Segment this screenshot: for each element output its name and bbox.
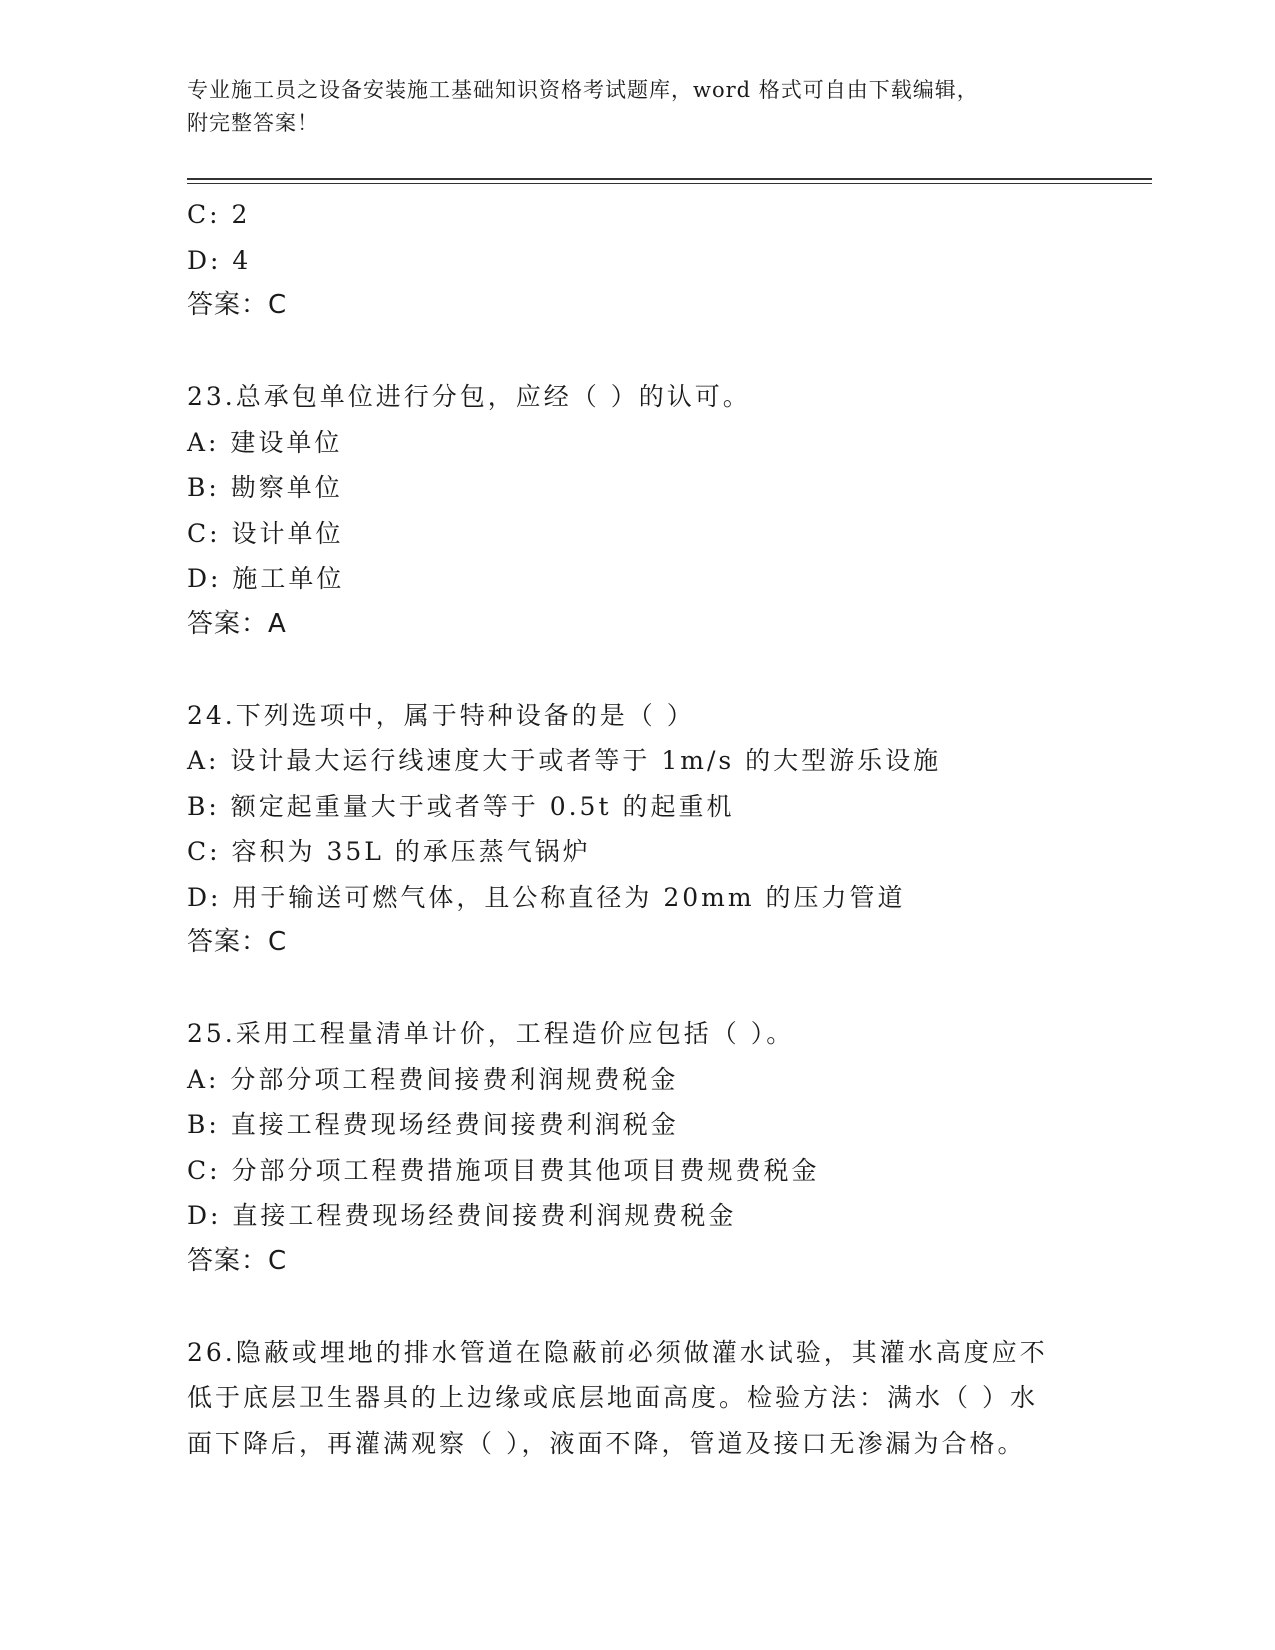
q25-option-b: B: 直接工程费现场经费间接费利润税金 (187, 1110, 679, 1139)
q24-option-a: A: 设计最大运行线速度大于或者等于 1m/s 的大型游乐设施 (187, 746, 942, 775)
document-body (187, 192, 1087, 1466)
header-rule-thin (187, 183, 1152, 184)
q25-option-a: A: 分部分项工程费间接费利润规费税金 (187, 1064, 679, 1094)
q22-answer: 答案：C (187, 290, 288, 320)
q23-answer: 答案：A (187, 608, 287, 639)
document-header (187, 74, 1087, 140)
header-line-1: 专业施工员之设备安装施工基础知识资格考试题库，word 格式可自由下载编辑， (187, 78, 979, 102)
spacer (187, 647, 1087, 693)
q23-option-b: B: 勘察单位 (187, 473, 343, 502)
spacer (187, 1284, 1087, 1330)
q26-question-line-2: 低于底层卫生器具的上边缘或底层地面高度。检验方法：满水（ ）水 (187, 1383, 1038, 1412)
spacer (187, 329, 1087, 375)
q23-option-d: D: 施工单位 (187, 564, 345, 593)
header-rule-thick (187, 178, 1152, 180)
q24-answer: 答案：C (187, 927, 288, 957)
q24-option-c: C: 容积为 35L 的承压蒸气锅炉 (187, 837, 591, 866)
q25-option-c: C: 分部分项工程费措施项目费其他项目费规费税金 (187, 1155, 820, 1185)
q24-option-d: D: 用于输送可燃气体，且公称直径为 20mm 的压力管道 (187, 882, 906, 912)
spacer (187, 966, 1087, 1012)
header-line-2: 附完整答案！ (187, 111, 319, 135)
q25-answer: 答案：C (187, 1245, 288, 1276)
q22-option-c: C: 2 (187, 200, 251, 229)
q23-option-a: A: 建设单位 (187, 427, 343, 457)
q23-question: 23.总承包单位进行分包，应经（ ）的认可。 (187, 382, 751, 411)
q22-option-d: D: 4 (187, 245, 252, 275)
q25-question: 25.采用工程量清单计价，工程造价应包括（ ）。 (187, 1019, 795, 1048)
q26-question-line-1: 26.隐蔽或埋地的排水管道在隐蔽前必须做灌水试验，其灌水高度应不 (187, 1337, 1048, 1367)
q24-question: 24.下列选项中，属于特种设备的是（ ） (187, 700, 695, 730)
q24-option-b: B: 额定起重量大于或者等于 0.5t 的起重机 (187, 791, 735, 821)
q23-option-c: C: 设计单位 (187, 518, 344, 548)
q26-question-line-3: 面下降后，再灌满观察（ ），液面不降，管道及接口无渗漏为合格。 (187, 1428, 1026, 1458)
q25-option-d: D: 直接工程费现场经费间接费利润规费税金 (187, 1201, 737, 1230)
